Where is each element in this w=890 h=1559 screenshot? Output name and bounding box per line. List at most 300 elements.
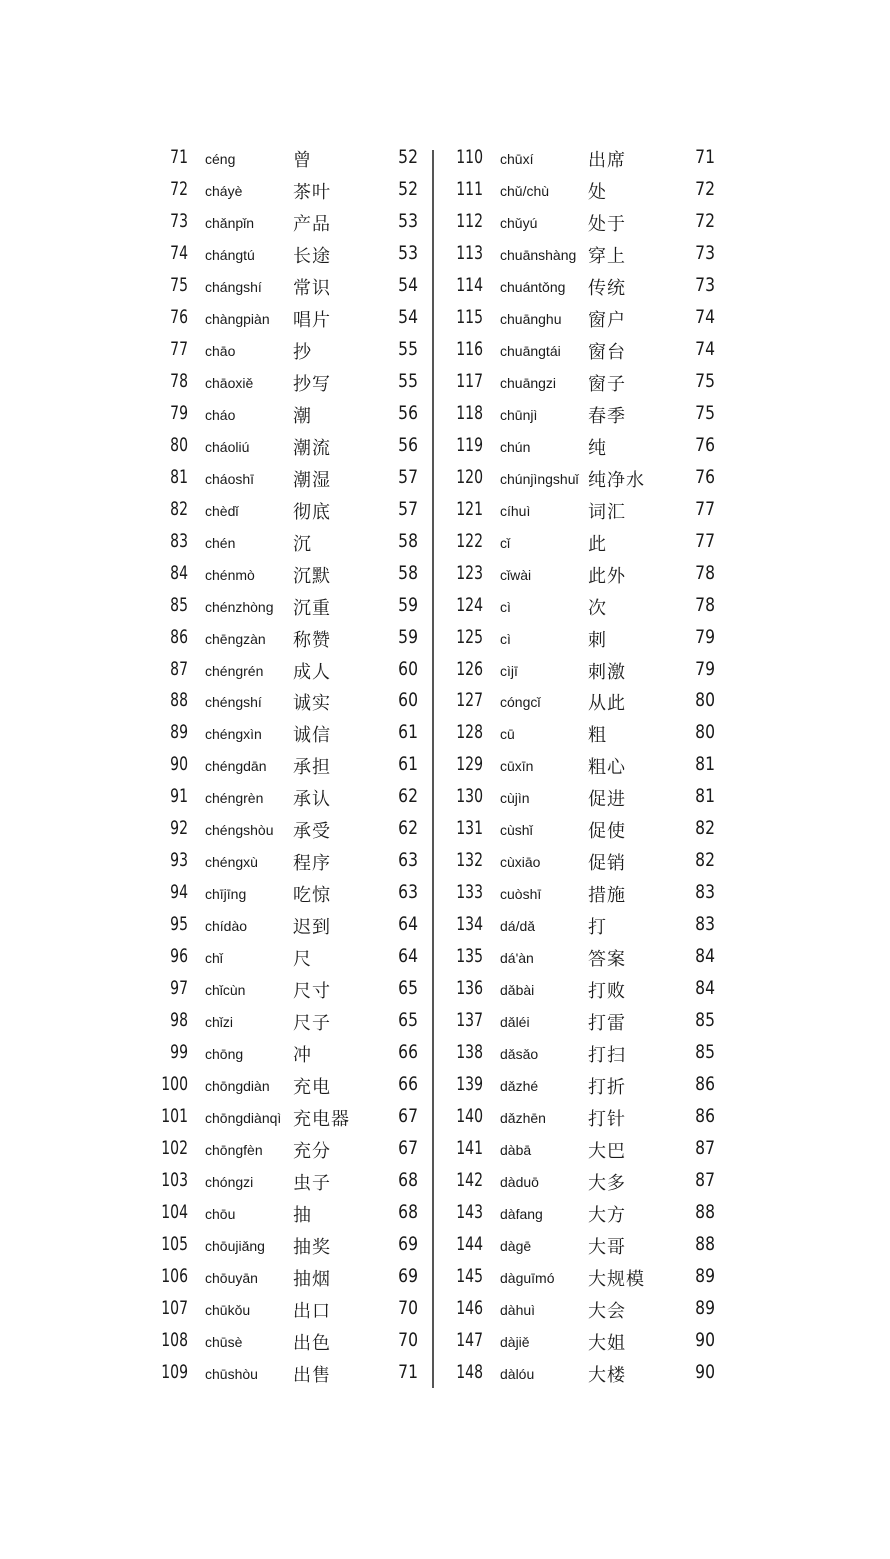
entry-page-number: 68: [398, 1200, 418, 1223]
entry-number: 131: [456, 817, 483, 840]
entry-page-number: 80: [695, 721, 715, 744]
entry-number: 115: [456, 305, 483, 328]
left-column: [150, 141, 430, 1388]
entry-pinyin: cíhuì: [500, 502, 531, 519]
entry-page-number: 65: [398, 1009, 418, 1032]
entry-hanzi: 沉重: [293, 597, 331, 619]
entry-pinyin: dǎsǎo: [500, 1046, 539, 1063]
entry-pinyin: chéngdān: [205, 758, 267, 775]
entry-page-number: 79: [695, 625, 715, 648]
entry-page-number: 72: [695, 177, 715, 200]
entry-pinyin: cūxīn: [500, 758, 534, 775]
entry-page-number: 84: [695, 977, 715, 1000]
entry-number: 108: [161, 1328, 188, 1351]
index-entry: [150, 1324, 430, 1356]
entry-page-number: 89: [695, 1264, 715, 1287]
index-entry: [445, 237, 725, 269]
entry-pinyin: chāoxiě: [205, 374, 254, 391]
index-entry: [150, 844, 430, 876]
entry-page-number: 66: [398, 1073, 418, 1096]
entry-hanzi: 常识: [293, 277, 331, 299]
entry-hanzi: 促进: [588, 789, 626, 811]
entry-number: 124: [456, 593, 483, 616]
index-entry: [150, 1036, 430, 1068]
entry-hanzi: 窗子: [588, 373, 626, 395]
index-entry: [445, 1228, 725, 1260]
index-entry: [445, 397, 725, 429]
entry-page-number: 64: [398, 945, 418, 968]
index-entry: [445, 173, 725, 205]
entry-hanzi: 纯净水: [588, 469, 645, 491]
entry-pinyin: chōng: [205, 1046, 244, 1063]
entry-page-number: 59: [398, 593, 418, 616]
entry-pinyin: cuòshī: [500, 886, 542, 903]
entry-number: 109: [161, 1360, 188, 1383]
index-entry: [150, 461, 430, 493]
entry-page-number: 85: [695, 1009, 715, 1032]
entry-pinyin: chūkǒu: [205, 1301, 251, 1318]
entry-page-number: 71: [695, 146, 715, 168]
index-entry: [150, 748, 430, 780]
entry-pinyin: chūshòu: [205, 1365, 258, 1382]
index-entry: [150, 940, 430, 972]
entry-page-number: 83: [695, 881, 715, 904]
entry-page-number: 55: [398, 337, 418, 360]
entry-number: 75: [170, 273, 188, 296]
entry-pinyin: chūsè: [205, 1333, 243, 1350]
entry-pinyin: chén: [205, 534, 236, 551]
entry-number: 74: [170, 241, 188, 264]
entry-number: 146: [456, 1296, 483, 1319]
entry-page-number: 53: [398, 241, 418, 264]
entry-hanzi: 打败: [588, 981, 626, 1003]
index-entry: [150, 397, 430, 429]
entry-page-number: 72: [695, 209, 715, 232]
entry-page-number: 74: [695, 305, 715, 328]
index-entry: [150, 1196, 430, 1228]
entry-hanzi: 出售: [293, 1364, 331, 1386]
entry-page-number: 78: [695, 561, 715, 584]
entry-number: 141: [456, 1137, 483, 1160]
entry-page-number: 89: [695, 1296, 715, 1319]
index-entry: [150, 493, 430, 525]
entry-hanzi: 承担: [293, 757, 331, 779]
entry-number: 73: [170, 209, 188, 232]
entry-pinyin: chōngfèn: [205, 1142, 263, 1159]
entry-hanzi: 沉: [293, 533, 312, 555]
entry-number: 122: [456, 529, 483, 552]
entry-hanzi: 大姐: [588, 1332, 626, 1354]
index-entry: [445, 1292, 725, 1324]
index-entry: [445, 1132, 725, 1164]
entry-pinyin: chōngdiàn: [205, 1078, 270, 1095]
index-entry: [445, 429, 725, 461]
index-entry: [150, 780, 430, 812]
entry-pinyin: dǎléi: [500, 1014, 530, 1031]
entry-page-number: 84: [695, 945, 715, 968]
entry-number: 125: [456, 625, 483, 648]
entry-pinyin: cháoliú: [205, 438, 250, 455]
entry-number: 77: [170, 337, 188, 360]
entry-number: 81: [170, 465, 188, 488]
entry-number: 117: [456, 369, 483, 392]
entry-page-number: 63: [398, 849, 418, 872]
entry-number: 91: [170, 785, 188, 808]
index-entry: [445, 1164, 725, 1196]
entry-number: 128: [456, 721, 483, 744]
entry-hanzi: 潮湿: [293, 469, 331, 491]
entry-pinyin: cì: [500, 598, 511, 615]
index-entry: [150, 333, 430, 365]
entry-number: 102: [161, 1137, 188, 1160]
entry-number: 106: [161, 1264, 188, 1287]
entry-number: 100: [161, 1073, 188, 1096]
index-entry: [150, 1260, 430, 1292]
entry-number: 94: [170, 881, 188, 904]
entry-pinyin: chǎnpǐn: [205, 214, 255, 231]
index-entry: [150, 716, 430, 748]
entry-pinyin: chǐzi: [205, 1014, 234, 1031]
entry-pinyin: chénzhòng: [205, 598, 274, 615]
entry-hanzi: 抄写: [293, 373, 331, 395]
entry-page-number: 61: [398, 721, 418, 744]
entry-number: 130: [456, 785, 483, 808]
entry-pinyin: chángtú: [205, 246, 255, 263]
entry-pinyin: chéngxìn: [205, 726, 262, 743]
entry-number: 92: [170, 817, 188, 840]
entry-pinyin: chángshí: [205, 278, 262, 295]
entry-page-number: 58: [398, 529, 418, 552]
entry-pinyin: cùshǐ: [500, 822, 533, 839]
entry-number: 138: [456, 1041, 483, 1064]
entry-number: 88: [170, 689, 188, 712]
entry-hanzi: 诚实: [293, 693, 331, 715]
entry-number: 99: [170, 1041, 188, 1064]
entry-number: 133: [456, 881, 483, 904]
entry-hanzi: 出色: [293, 1332, 331, 1354]
entry-page-number: 66: [398, 1041, 418, 1064]
entry-number: 85: [170, 593, 188, 616]
entry-hanzi: 迟到: [293, 917, 331, 939]
index-entry: [445, 780, 725, 812]
entry-number: 137: [456, 1009, 483, 1032]
entry-number: 140: [456, 1105, 483, 1128]
entry-pinyin: cháoshī: [205, 470, 255, 487]
index-entry: [445, 844, 725, 876]
index-entry: [150, 684, 430, 716]
entry-hanzi: 成人: [293, 661, 331, 683]
entry-hanzi: 次: [588, 597, 607, 619]
entry-number: 148: [456, 1360, 483, 1383]
entry-pinyin: chūxí: [500, 151, 534, 167]
index-entry: [150, 205, 430, 237]
entry-number: 80: [170, 433, 188, 456]
entry-pinyin: chǔ/chù: [500, 182, 550, 199]
entry-page-number: 86: [695, 1073, 715, 1096]
entry-hanzi: 大方: [588, 1204, 626, 1226]
entry-pinyin: chēngzàn: [205, 630, 266, 647]
entry-hanzi: 承认: [293, 789, 331, 811]
index-entry: [445, 653, 725, 685]
index-entry: [445, 1356, 725, 1388]
entry-hanzi: 粗心: [588, 757, 626, 779]
index-entry: [150, 237, 430, 269]
index-entry: [445, 557, 725, 589]
entry-pinyin: dàgē: [500, 1237, 532, 1254]
entry-hanzi: 冲: [293, 1045, 312, 1067]
entry-hanzi: 纯: [588, 437, 607, 459]
entry-hanzi: 潮: [293, 405, 312, 427]
entry-number: 87: [170, 657, 188, 680]
index-entry: [445, 1068, 725, 1100]
index-entry: [445, 940, 725, 972]
index-entry: [150, 653, 430, 685]
entry-page-number: 80: [695, 689, 715, 712]
entry-number: 111: [456, 177, 483, 200]
entry-hanzi: 答案: [588, 949, 626, 971]
index-entry: [445, 1260, 725, 1292]
entry-pinyin: chōngdiànqì: [205, 1110, 282, 1127]
entry-page-number: 59: [398, 625, 418, 648]
entry-number: 143: [456, 1200, 483, 1223]
index-entry: [150, 589, 430, 621]
index-entry: [445, 1004, 725, 1036]
entry-page-number: 60: [398, 657, 418, 680]
entry-page-number: 82: [695, 817, 715, 840]
entry-page-number: 70: [398, 1328, 418, 1351]
entry-page-number: 86: [695, 1105, 715, 1128]
index-entry: [445, 716, 725, 748]
entry-hanzi: 大哥: [588, 1236, 626, 1258]
entry-number: 118: [456, 401, 483, 424]
entry-hanzi: 大多: [588, 1173, 626, 1194]
entry-hanzi: 窗台: [588, 341, 626, 363]
entry-page-number: 78: [695, 593, 715, 616]
entry-page-number: 75: [695, 401, 715, 424]
entry-pinyin: dàbā: [500, 1142, 532, 1159]
index-entry: [445, 461, 725, 493]
entry-hanzi: 此: [588, 533, 607, 555]
entry-number: 104: [161, 1200, 188, 1223]
index-entry: [150, 557, 430, 589]
entry-pinyin: chuántǒng: [500, 278, 566, 295]
entry-hanzi: 称赞: [293, 629, 331, 651]
index-entry: [445, 1100, 725, 1132]
entry-hanzi: 充电器: [293, 1109, 350, 1131]
entry-number: 112: [456, 209, 483, 232]
entry-hanzi: 彻底: [293, 501, 331, 523]
entry-number: 76: [170, 305, 188, 328]
entry-pinyin: dá'àn: [500, 950, 534, 967]
entry-page-number: 71: [398, 1360, 418, 1383]
entry-hanzi: 春季: [588, 405, 626, 427]
entry-hanzi: 刺激: [588, 661, 626, 683]
entry-hanzi: 吃惊: [293, 885, 331, 907]
index-entry: [445, 141, 725, 173]
entry-number: 116: [456, 337, 483, 360]
entry-hanzi: 承受: [293, 821, 331, 843]
entry-hanzi: 诚信: [293, 725, 331, 747]
entry-page-number: 88: [695, 1200, 715, 1223]
entry-pinyin: dǎbài: [500, 982, 535, 999]
index-entry: [150, 1292, 430, 1324]
entry-hanzi: 打雷: [588, 1013, 626, 1035]
entry-page-number: 55: [398, 369, 418, 392]
index-entry: [150, 1164, 430, 1196]
entry-page-number: 58: [398, 561, 418, 584]
entry-number: 113: [456, 241, 483, 264]
index-entry: [150, 621, 430, 653]
entry-number: 84: [170, 561, 188, 584]
column-divider: [432, 150, 434, 1388]
index-entry: [445, 333, 725, 365]
entry-page-number: 81: [695, 785, 715, 808]
entry-hanzi: 尺子: [293, 1013, 331, 1035]
entry-pinyin: cháyè: [205, 182, 243, 199]
entry-pinyin: chǐ: [205, 950, 223, 967]
entry-pinyin: chōuyān: [205, 1269, 258, 1286]
entry-number: 132: [456, 849, 483, 872]
entry-page-number: 77: [695, 529, 715, 552]
entry-hanzi: 抄: [293, 341, 312, 363]
index-entry: [445, 365, 725, 397]
entry-pinyin: cǐ: [500, 534, 511, 551]
entry-number: 147: [456, 1328, 483, 1351]
entry-page-number: 54: [398, 273, 418, 296]
index-entry: [150, 1004, 430, 1036]
entry-hanzi: 充电: [293, 1077, 331, 1099]
entry-page-number: 56: [398, 401, 418, 424]
entry-number: 105: [161, 1232, 188, 1255]
index-entry: [150, 1228, 430, 1260]
entry-page-number: 83: [695, 913, 715, 936]
entry-number: 119: [456, 433, 483, 456]
entry-pinyin: dàhuì: [500, 1301, 536, 1318]
entry-pinyin: cóngcǐ: [500, 694, 541, 711]
entry-pinyin: chàngpiàn: [205, 310, 270, 327]
entry-number: 120: [456, 465, 483, 488]
index-entry: [445, 748, 725, 780]
entry-page-number: 52: [398, 146, 418, 168]
entry-page-number: 82: [695, 849, 715, 872]
entry-page-number: 52: [398, 177, 418, 200]
entry-hanzi: 大规模: [588, 1268, 645, 1290]
index-entry: [445, 269, 725, 301]
entry-hanzi: 抽烟: [293, 1268, 331, 1290]
entry-page-number: 70: [398, 1296, 418, 1319]
index-entry: [150, 1068, 430, 1100]
entry-number: 90: [170, 753, 188, 776]
entry-number: 135: [456, 945, 483, 968]
entry-number: 95: [170, 913, 188, 936]
entry-pinyin: chénmò: [205, 566, 255, 583]
entry-pinyin: chéngshòu: [205, 822, 274, 839]
entry-hanzi: 大楼: [588, 1364, 626, 1386]
index-entry: [445, 589, 725, 621]
entry-number: 142: [456, 1169, 483, 1191]
entry-page-number: 73: [695, 273, 715, 296]
entry-pinyin: chúnjìngshuǐ: [500, 470, 579, 487]
entry-hanzi: 唱片: [293, 309, 331, 331]
entry-hanzi: 打针: [588, 1109, 626, 1131]
entry-hanzi: 此外: [588, 565, 626, 587]
entry-page-number: 87: [695, 1137, 715, 1160]
entry-hanzi: 处: [588, 181, 607, 203]
index-entry: [445, 301, 725, 333]
entry-hanzi: 穿上: [588, 245, 626, 267]
entry-number: 101: [161, 1105, 188, 1128]
entry-number: 93: [170, 849, 188, 872]
entry-page-number: 57: [398, 497, 418, 520]
entry-number: 103: [161, 1169, 188, 1191]
entry-hanzi: 程序: [293, 853, 331, 875]
index-entry: [150, 525, 430, 557]
entry-pinyin: chǐcùn: [205, 982, 246, 999]
entry-number: 97: [170, 977, 188, 1000]
entry-pinyin: chījīng: [205, 886, 247, 903]
entry-hanzi: 粗: [588, 725, 607, 747]
entry-hanzi: 处于: [588, 213, 626, 235]
entry-page-number: 88: [695, 1232, 715, 1255]
entry-number: 110: [456, 146, 483, 168]
entry-hanzi: 尺寸: [293, 981, 331, 1003]
entry-number: 139: [456, 1073, 483, 1096]
index-entry: [150, 812, 430, 844]
entry-hanzi: 打: [588, 917, 607, 939]
index-entry: [445, 205, 725, 237]
entry-hanzi: 沉默: [293, 565, 331, 587]
entry-pinyin: céng: [205, 151, 236, 167]
entry-page-number: 73: [695, 241, 715, 264]
entry-page-number: 69: [398, 1232, 418, 1255]
entry-page-number: 74: [695, 337, 715, 360]
entry-hanzi: 抽: [293, 1204, 312, 1226]
entry-hanzi: 大巴: [588, 1141, 626, 1163]
entry-page-number: 62: [398, 817, 418, 840]
entry-page-number: 62: [398, 785, 418, 808]
right-column: [445, 141, 725, 1388]
entry-number: 98: [170, 1009, 188, 1032]
index-entry: [150, 876, 430, 908]
entry-page-number: 79: [695, 657, 715, 680]
index-entry: [445, 1196, 725, 1228]
entry-page-number: 76: [695, 465, 715, 488]
index-entry: [150, 173, 430, 205]
entry-page-number: 56: [398, 433, 418, 456]
entry-page-number: 65: [398, 977, 418, 1000]
entry-pinyin: chèdǐ: [205, 502, 239, 519]
entry-pinyin: chuāngzi: [500, 374, 557, 391]
entry-pinyin: dàduō: [500, 1174, 539, 1190]
entry-page-number: 90: [695, 1360, 715, 1383]
entry-hanzi: 从此: [588, 693, 626, 715]
entry-page-number: 53: [398, 209, 418, 232]
entry-page-number: 85: [695, 1041, 715, 1064]
entry-page-number: 67: [398, 1137, 418, 1160]
entry-pinyin: chǔyú: [500, 214, 538, 231]
entry-hanzi: 尺: [293, 949, 312, 971]
entry-pinyin: chéngrén: [205, 662, 264, 679]
entry-number: 78: [170, 369, 188, 392]
entry-hanzi: 打折: [588, 1077, 626, 1099]
entry-page-number: 57: [398, 465, 418, 488]
entry-page-number: 75: [695, 369, 715, 392]
entry-pinyin: cháo: [205, 406, 236, 423]
entry-number: 144: [456, 1232, 483, 1255]
index-entry: [445, 1324, 725, 1356]
entry-pinyin: cū: [500, 726, 515, 743]
entry-pinyin: chuānshàng: [500, 246, 577, 263]
